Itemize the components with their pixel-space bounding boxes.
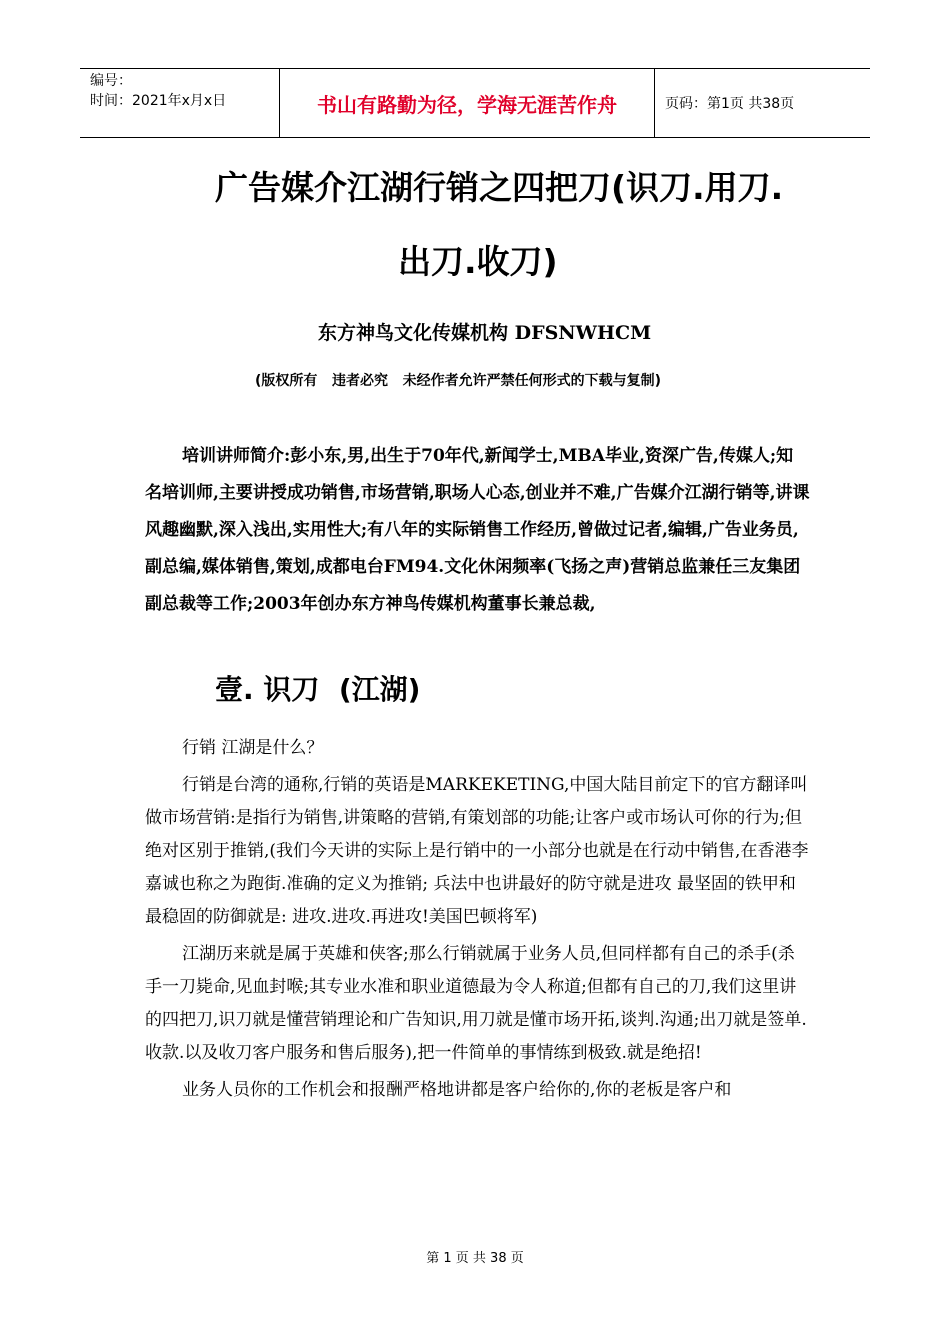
header-table [80,68,870,138]
paragraph: 江湖历来就是属于英雄和侠客;那么行销就属于业务人员,但同样都有自己的杀手(杀手一刀毙命,见血封喉;其专业水准和职业道德最为令人称道;但都有自己的刀,我们这里讲的四把刀,识刀就是懂营销理论和广告知识,用刀就是懂市场开拓,谈判.沟通;出刀就是签单.收款.以及收刀客户服务和售后服务),把一件简单的事情练到极致.就是绝招! [145,944,807,1063]
page-footer: 第 1 页 共 38 页 [426,1251,524,1266]
header-motto: 书山有路勤为径，学海无涯苦作舟 [280,69,655,137]
document-title-line2: 出刀.收刀) [398,242,558,281]
number-label: 编号： [90,73,132,89]
paragraph: 行销是台湾的通称,行销的英语是MARKEKETING,中国大陆目前定下的官方翻译叫做市场营销:是指行为销售,讲策略的营销,有策划部的功能;让客户或市场认可你的行为;但绝对区别于推销,(我们今天讲的实际上是行销中的一小部分也就是在行动中销售,在香港李嘉诚也称之为跑街.准确的定义为推销; 兵法中也讲最好的防守就是进攻 最坚固的铁甲和最稳固的防御就是: 进攻.进攻.再进攻!美国巴顿将军) [145,775,809,927]
time-label: 时间：2021年x月x日 [90,93,227,109]
header-page-code: 页码：第1页 共38页 [665,96,795,112]
organization-subtitle: 东方神鸟文化传媒机构 DFSNWHCM [318,322,652,344]
document-title-line1: 广告媒介江湖行销之四把刀(识刀.用刀. [215,168,784,207]
section-heading: 壹. 识刀 (江湖) [215,673,421,706]
paragraph: 业务人员你的工作机会和报酬严格地讲都是客户给你的,你的老板是客户和 [182,1080,732,1100]
body-text [145,732,810,1111]
copyright-notice: (版权所有 违者必究 未经作者允许严禁任何形式的下载与复制) [255,373,662,389]
header-info-cell [80,69,280,137]
paragraph: 行销 江湖是什么？ [182,738,324,758]
trainer-intro: 培训讲师简介:彭小东,男,出生于70年代,新闻学士,MBA毕业,资深广告,传媒人;知名培训师,主要讲授成功销售,市场营销,职场人心态,创业并不难,广告媒介江湖行销等,讲课风趣幽默,深入浅出,实用性大;有八年的实际销售工作经历,曾做过记者,编辑,广告业务员,副总编,媒体销售,策划,成都电台FM94.文化休闲频率(飞扬之声)营销总监兼任三友集团副总裁等工作;2003年创办东方神鸟传媒机构董事长兼总裁, [145,446,810,614]
